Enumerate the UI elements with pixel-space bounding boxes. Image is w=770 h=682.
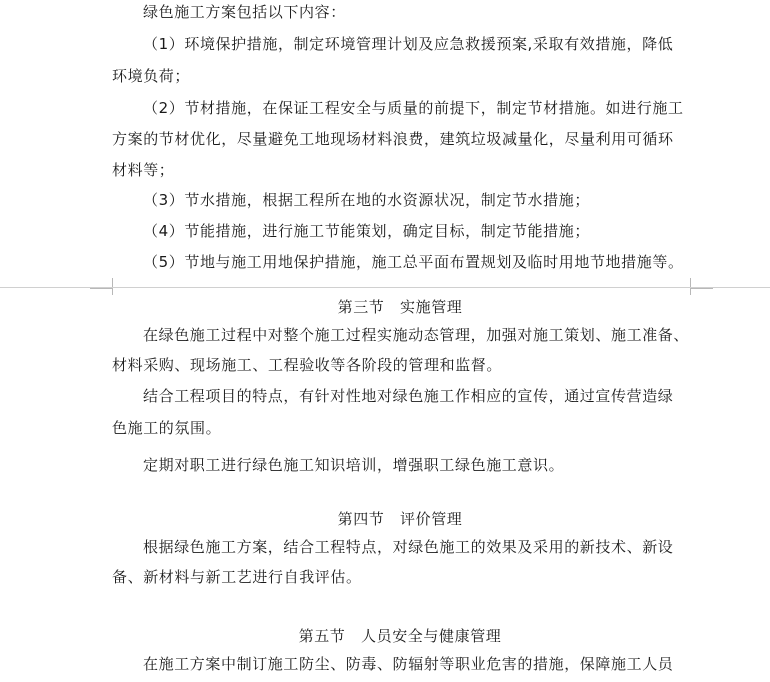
section4-paragraph-1-cont: 备、新材料与新工艺进行自我评估。 (112, 568, 362, 586)
list-item-2-cont: 方案的节材优化，尽量避免工地现场材料浪费，建筑垃圾减量化，尽量利用可循环 (112, 130, 674, 148)
list-item-1-cont: 环境负荷； (112, 67, 191, 85)
list-item-4: （4）节能措施，进行施工节能策划，确定目标，制定节能措施； (143, 222, 590, 240)
section-heading-4: 第四节 评价管理 (337, 510, 463, 528)
section3-paragraph-2-cont: 色施工的氛围。 (112, 419, 222, 437)
list-item-1: （1）环境保护措施，制定环境管理计划及应急救援预案,采取有效措施，降低 (143, 35, 674, 53)
section-heading-3: 第三节 实施管理 (337, 298, 463, 316)
list-item-2-cont2: 材料等； (112, 161, 175, 179)
paragraph-intro: 绿色施工方案包括以下内容： (143, 3, 346, 21)
section3-paragraph-1: 在绿色施工过程中对整个施工过程实施动态管理，加强对施工策划、施工准备、 (143, 326, 690, 344)
list-item-5: （5）节地与施工用地保护措施，施工总平面布置规划及临时用地节地措施等。 (143, 253, 684, 271)
list-item-3: （3）节水措施，根据工程所在地的水资源状况，制定节水措施； (143, 191, 590, 209)
section3-paragraph-2: 结合工程项目的特点，有针对性地对绿色施工作相应的宣传，通过宣传营造绿 (143, 387, 674, 405)
section3-paragraph-1-cont: 材料采购、现场施工、工程验收等各阶段的管理和监督。 (112, 356, 503, 374)
list-item-2: （2）节材措施，在保证工程安全与质量的前提下，制定节材措施。如进行施工 (143, 99, 684, 117)
section5-paragraph-1: 在施工方案中制订施工防尘、防毒、防辐射等职业危害的措施，保障施工人员 (143, 655, 674, 673)
section-heading-5: 第五节 人员安全与健康管理 (298, 627, 502, 645)
page-break-divider (0, 287, 770, 288)
page-corner-mark-left-bottom (90, 288, 113, 295)
section4-paragraph-1: 根据绿色施工方案，结合工程特点，对绿色施工的效果及采用的新技术、新设 (143, 538, 674, 556)
section3-paragraph-3: 定期对职工进行绿色施工知识培训，增强职工绿色施工意识。 (143, 456, 565, 474)
page-corner-mark-right-bottom (690, 288, 713, 295)
